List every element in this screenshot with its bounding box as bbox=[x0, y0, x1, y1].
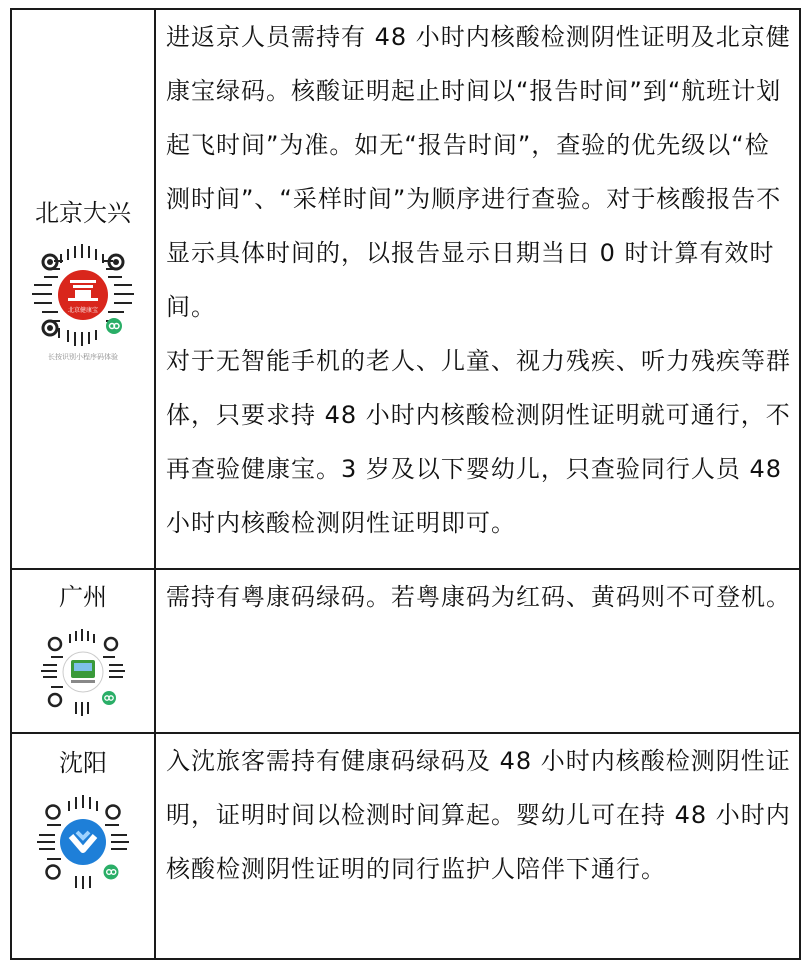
table-row bbox=[11, 569, 800, 733]
city-name: 广州 bbox=[59, 583, 107, 611]
table-row bbox=[11, 9, 800, 569]
guangdong-health-code-qr-icon bbox=[37, 626, 129, 718]
city-cell bbox=[11, 733, 155, 959]
city-cell bbox=[11, 9, 155, 569]
shenyang-health-code-qr-icon bbox=[33, 792, 133, 892]
travel-rules-table bbox=[10, 8, 801, 960]
rule-text-cell bbox=[155, 569, 800, 733]
qr-caption: 长按识别小程序码体验 bbox=[48, 353, 118, 361]
table-row bbox=[11, 733, 800, 959]
rule-paragraph: 进返京人员需持有 48 小时内核酸检测阴性证明及北京健康宝绿码。核酸证明起止时间以“报告时间”到“航班计划起飞时间”为准。如无“报告时间”，查验的优先级以“检测时间”、“采样时间”为顺序进行查验。对于核酸报告不显示具体时间的，以报告显示日期当日 0 时计算有效时间。 bbox=[166, 23, 791, 321]
rule-paragraph: 对于无智能手机的老人、儿童、视力残疾、听力残疾等群体，只要求持 48 小时内核酸检测阴性证明就可通行，不再查验健康宝。3 岁及以下婴幼儿，只查验同行人员 48 小时内核酸检测阴性证明即可。 bbox=[166, 347, 791, 537]
city-name: 北京大兴 bbox=[35, 199, 131, 227]
city-name: 沈阳 bbox=[59, 749, 107, 777]
rule-paragraph: 入沈旅客需持有健康码绿码及 48 小时内核酸检测阴性证明，证明时间以检测时间算起。婴幼儿可在持 48 小时内核酸检测阴性证明的同行监护人陪伴下通行。 bbox=[166, 747, 791, 883]
qr-center-label: 北京健康宝 bbox=[67, 307, 98, 314]
rule-text-cell bbox=[155, 9, 800, 569]
rule-paragraph: 需持有粤康码绿码。若粤康码为红码、黄码则不可登机。 bbox=[166, 583, 791, 611]
city-cell bbox=[11, 569, 155, 733]
rule-text-cell bbox=[155, 733, 800, 959]
beijing-health-kit-qr-icon bbox=[28, 240, 138, 350]
